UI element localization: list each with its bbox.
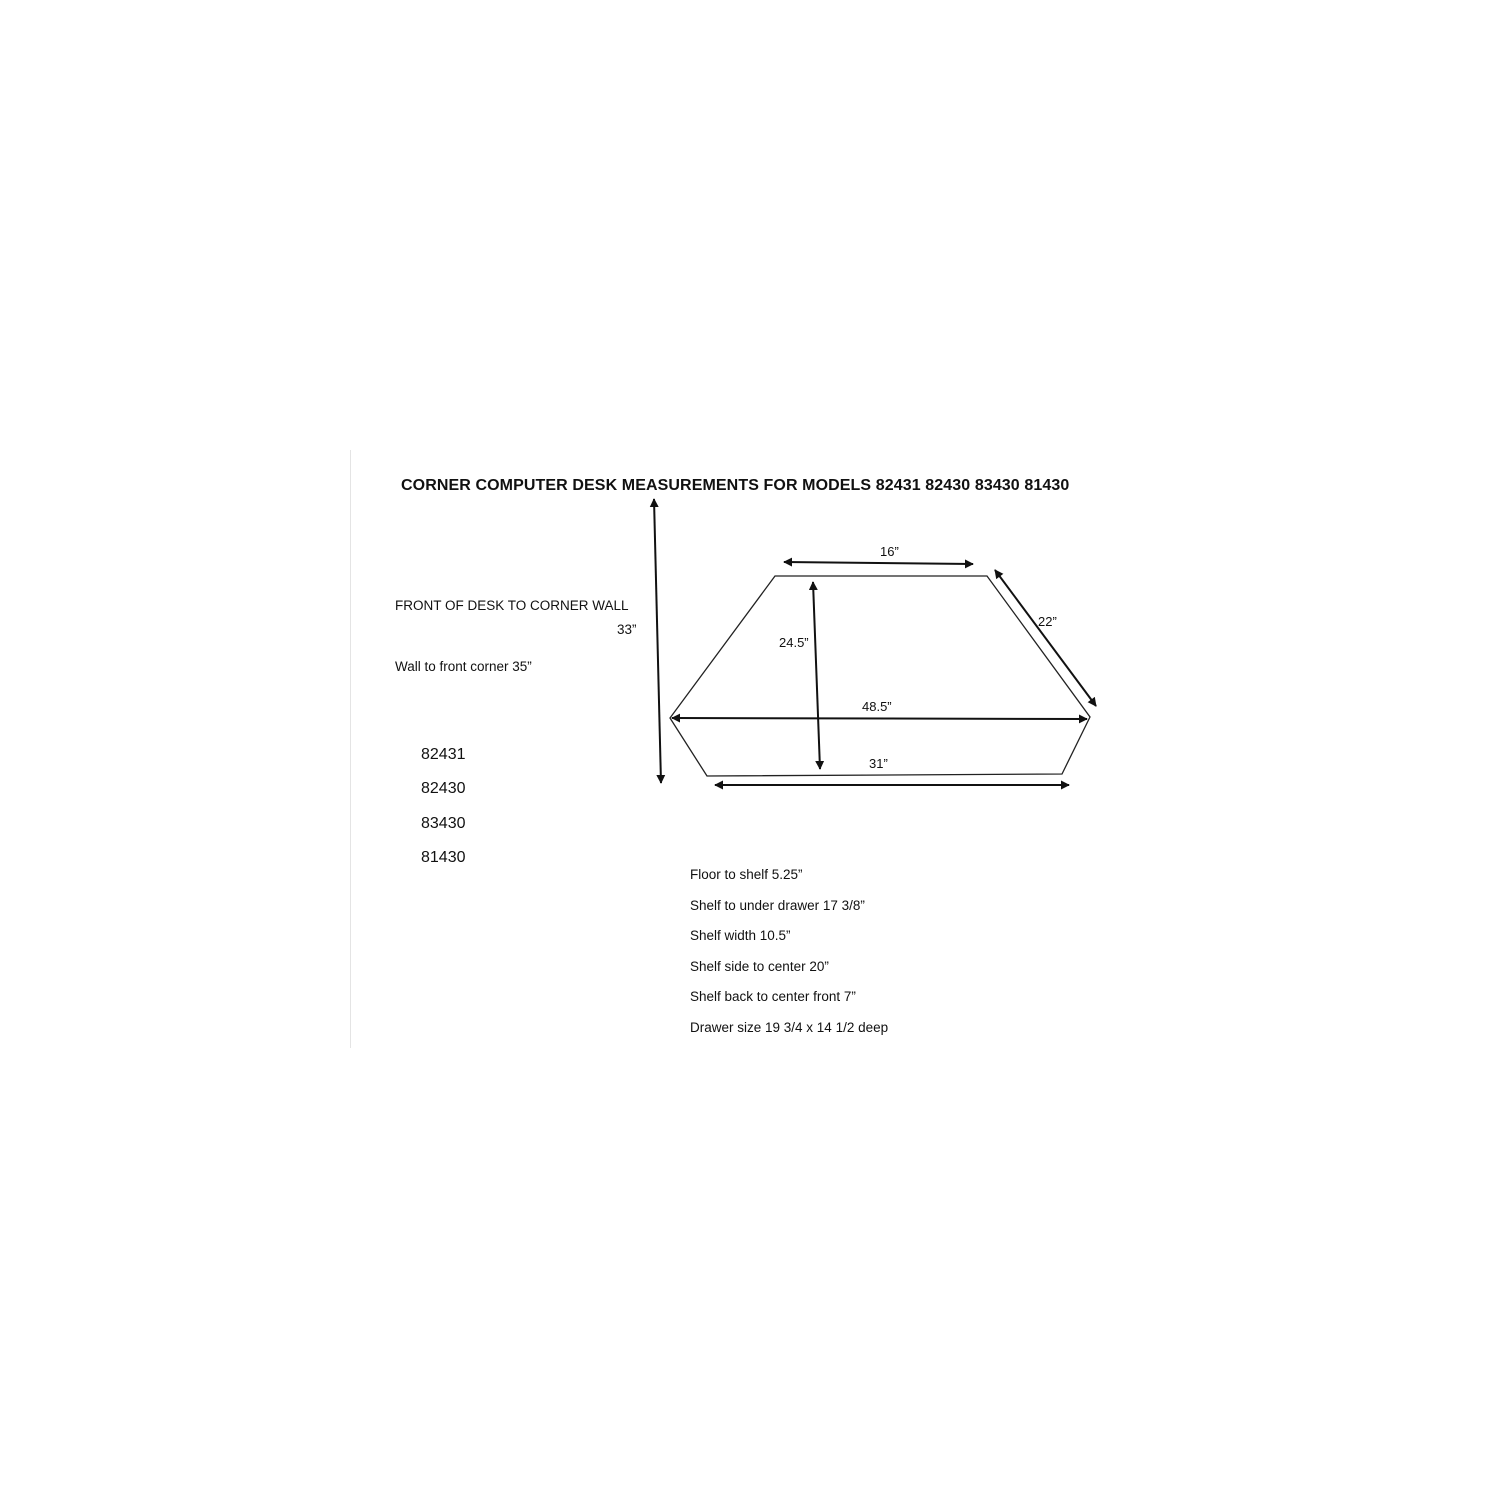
dimension-width-label: 48.5” [862, 699, 892, 714]
dimension-front-label: 31” [869, 756, 888, 771]
dimension-depth-label: 24.5” [779, 635, 809, 650]
spec-line: Shelf width 10.5” [690, 928, 791, 943]
overall-width-arrow [672, 718, 1087, 719]
spec-line: Shelf side to center 20” [690, 959, 829, 974]
dimension-top-label: 16” [880, 544, 899, 559]
depth-arrow [813, 582, 820, 769]
spec-line: Shelf to under drawer 17 3/8” [690, 898, 865, 913]
front-to-wall-label: FRONT OF DESK TO CORNER WALL [395, 598, 629, 613]
front-to-wall-value: 33” [617, 622, 637, 637]
spec-line: Floor to shelf 5.25” [690, 867, 803, 882]
page-title: CORNER COMPUTER DESK MEASUREMENTS FOR MODELS 82431 82430 83430 81430 [401, 477, 1070, 494]
side-length-arrow [995, 570, 1096, 706]
top-width-arrow [784, 562, 973, 564]
model-number: 81430 [421, 849, 466, 866]
model-number: 82431 [421, 746, 466, 763]
model-number: 83430 [421, 815, 466, 832]
spec-line: Shelf back to center front 7” [690, 989, 856, 1004]
model-number: 82430 [421, 780, 466, 797]
dimension-side-label: 22” [1038, 614, 1057, 629]
wall-to-corner-label: Wall to front corner 35” [395, 659, 532, 674]
desk-outline [670, 576, 1090, 776]
spec-line: Drawer size 19 3/4 x 14 1/2 deep [690, 1020, 889, 1035]
front-to-wall-arrow [654, 499, 661, 783]
